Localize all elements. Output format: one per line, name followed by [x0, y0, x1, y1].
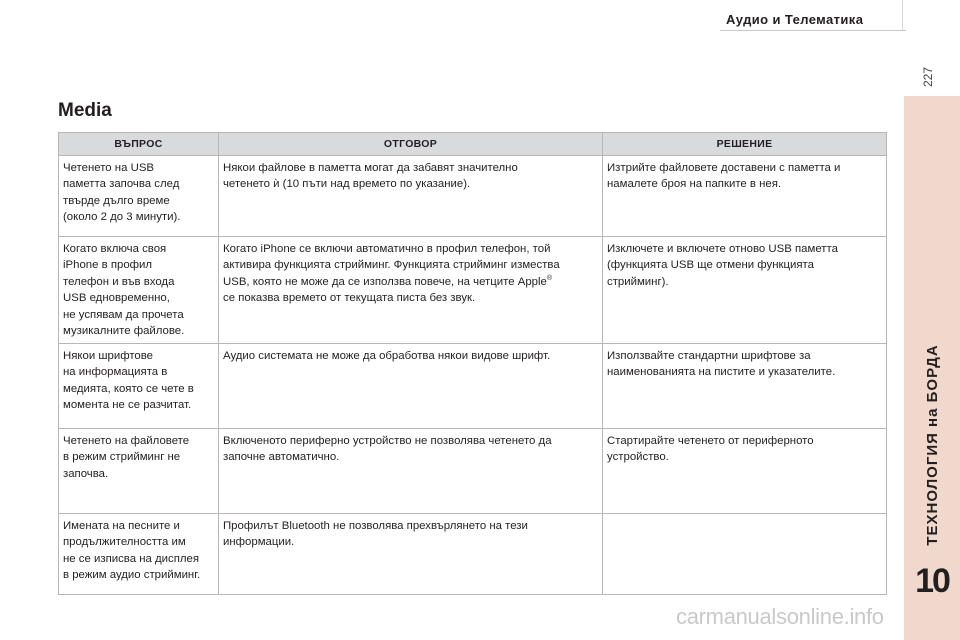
answer-cell: [219, 237, 603, 344]
question-cell: Четенето на файловете в режим стрийминг не започва.: [59, 429, 219, 514]
chapter-number: 10: [915, 562, 949, 600]
solution-cell: [603, 514, 887, 595]
table-row: [59, 429, 887, 514]
question-cell: Когато включа своя iPhone в профил телефон и във входа USB едновременно, не успявам да прочета музикалните файлове.: [59, 237, 219, 344]
answer-text-tail: се показва времето от текущата писта без звук.: [223, 292, 476, 305]
answer-cell: Включеното периферно устройство не позволява четенето да започне автоматично.: [219, 429, 603, 514]
page-number: 227: [921, 66, 935, 88]
table-row: [59, 156, 887, 237]
table-row: [59, 344, 887, 429]
header-divider-tick: [902, 0, 903, 30]
column-header-answer: ОТГОВОР: [219, 133, 603, 156]
section-title: Media: [58, 100, 112, 121]
watermark-text: carmanualsonline.info: [676, 604, 884, 629]
question-cell: Четенето на USB паметта започва след твърде дълго време (около 2 до 3 минути).: [59, 156, 219, 237]
table-row: [59, 514, 887, 595]
answer-text: Когато iPhone се включи автоматично в профил телефон, той активира функцията стрийминг. Функцията стрийминг измества USB, която не може да се използва повече, на четците Apple: [223, 243, 560, 288]
question-cell: Някои шрифтове на информацията в медията, която се чете в момента не се разчитат.: [59, 344, 219, 429]
column-header-question: ВЪПРОС: [59, 133, 219, 156]
question-cell: Имената на песните и продължителността им не се изписва на дисплея в режим аудио стрийминг.: [59, 514, 219, 595]
answer-cell: Аудио системата не може да обработва някои видове шрифт.: [219, 344, 603, 429]
solution-cell: Използвайте стандартни шрифтове за наименованията на пистите и указателите.: [603, 344, 887, 429]
table-header-row: [59, 133, 887, 156]
faq-table: [58, 132, 887, 595]
solution-cell: Стартирайте четенето от периферното устройство.: [603, 429, 887, 514]
solution-cell: Изтрийте файловете доставени с паметта и намалете броя на папките в нея.: [603, 156, 887, 237]
answer-cell: Някои файлове в паметта могат да забавят значително четенето ѝ (10 пъти над времето по указание).: [219, 156, 603, 237]
answer-cell: Профилът Bluetooth не позволява прехвърлянето на тези информации.: [219, 514, 603, 595]
chapter-side-tab-label: ТЕХНОЛОГИЯ на БОРДА: [923, 344, 941, 546]
table-row: [59, 237, 887, 344]
column-header-solution: РЕШЕНИЕ: [603, 133, 887, 156]
registered-mark: ®: [546, 275, 553, 283]
header-rule: [720, 30, 906, 31]
solution-cell: Изключете и включете отново USB паметта (функцията USB ще отмени функцията стрийминг).: [603, 237, 887, 344]
header-title: Аудио и Телематика: [726, 12, 864, 27]
